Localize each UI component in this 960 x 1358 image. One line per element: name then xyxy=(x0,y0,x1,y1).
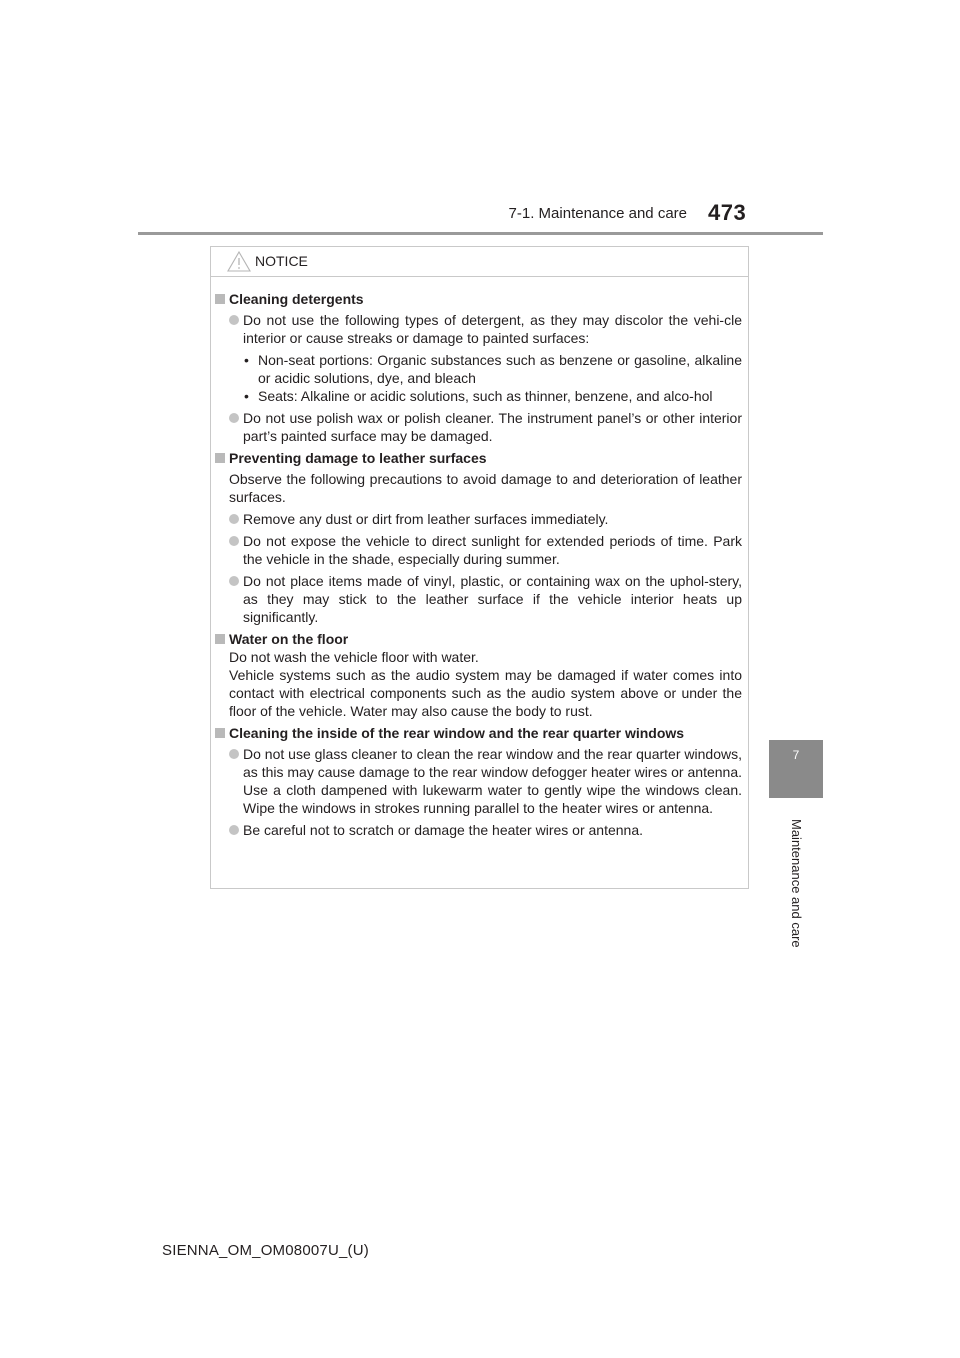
bullet-text: Do not use glass cleaner to clean the rear window and the rear quarter windows, as this may cause damage to the rear window defogger heater wires or antenna. Use a cloth dampened with lukewarm water to gently wipe the windows clean. Wipe the windows in strokes running parallel to the heater wires or antenna. xyxy=(243,746,742,816)
circle-bullet-icon xyxy=(229,536,239,546)
warning-triangle-icon xyxy=(227,251,251,272)
section-title: Cleaning detergents xyxy=(229,291,364,307)
section-title: Preventing damage to leather surfaces xyxy=(229,450,487,466)
square-bullet-icon xyxy=(215,728,225,738)
circle-bullet-icon xyxy=(229,413,239,423)
section-cleaning-detergents xyxy=(215,290,742,445)
circle-bullet-icon xyxy=(229,576,239,586)
header-rule xyxy=(138,232,823,235)
sub-bullet-text: Seats: Alkaline or acidic solutions, such as thinner, benzene, and alco-hol xyxy=(258,388,713,404)
notice-body xyxy=(211,277,748,839)
document-code: SIENNA_OM_OM08007U_(U) xyxy=(162,1242,369,1259)
sub-bullet-mark: • xyxy=(244,388,249,404)
section-header-title: 7-1. Maintenance and care xyxy=(508,205,687,222)
section-title: Cleaning the inside of the rear window and the rear quarter windows xyxy=(229,725,685,741)
bullet-text: Do not use the following types of detergent, as they may discolor the vehi-cle interior or cause streaks or damage to painted surfaces: xyxy=(243,312,742,346)
sub-bullet-text: Non-seat portions: Organic substances such as benzene or gasoline, alkaline or acidic solutions, dye, and bleach xyxy=(258,352,742,386)
bullet-text: Be careful not to scratch or damage the heater wires or antenna. xyxy=(243,822,644,838)
section-rear-window xyxy=(215,724,742,839)
chapter-number: 7 xyxy=(792,748,800,762)
bullet-text: Do not expose the vehicle to direct sunlight for extended periods of time. Park the vehicle in the shade, especially during summer. xyxy=(243,533,742,567)
notice-title: NOTICE xyxy=(255,253,308,269)
circle-bullet-icon xyxy=(229,825,239,835)
circle-bullet-icon xyxy=(229,315,239,325)
section-water-on-floor xyxy=(215,630,742,720)
notice-box xyxy=(210,246,749,889)
section-title: Water on the floor xyxy=(229,631,349,647)
circle-bullet-icon xyxy=(229,514,239,524)
circle-bullet-icon xyxy=(229,749,239,759)
chapter-label: Maintenance and care xyxy=(789,819,804,948)
square-bullet-icon xyxy=(215,294,225,304)
bullet-text: Do not use polish wax or polish cleaner. The instrument panel’s or other interior part’s painted surface may be damaged. xyxy=(243,410,742,444)
square-bullet-icon xyxy=(215,453,225,463)
section-leather-surfaces xyxy=(215,449,742,626)
section-paragraph: Do not wash the vehicle floor with water. xyxy=(229,649,479,665)
bullet-text: Do not place items made of vinyl, plastic, or containing wax on the uphol-stery, as they may stick to the leather surface if the vehicle interior heats up significantly. xyxy=(243,573,742,625)
page-number: 473 xyxy=(708,200,747,225)
section-intro: Observe the following precautions to avoid damage to and deterioration of leather surfaces. xyxy=(229,471,742,505)
sub-bullet-mark: • xyxy=(244,352,249,368)
section-paragraph: Vehicle systems such as the audio system may be damaged if water comes into contact with electrical components such as the audio system above or under the floor of the vehicle. Water may also cause the body to rust. xyxy=(229,667,742,719)
notice-header xyxy=(211,247,748,277)
square-bullet-icon xyxy=(215,634,225,644)
bullet-text: Remove any dust or dirt from leather surfaces immediately. xyxy=(243,511,609,527)
